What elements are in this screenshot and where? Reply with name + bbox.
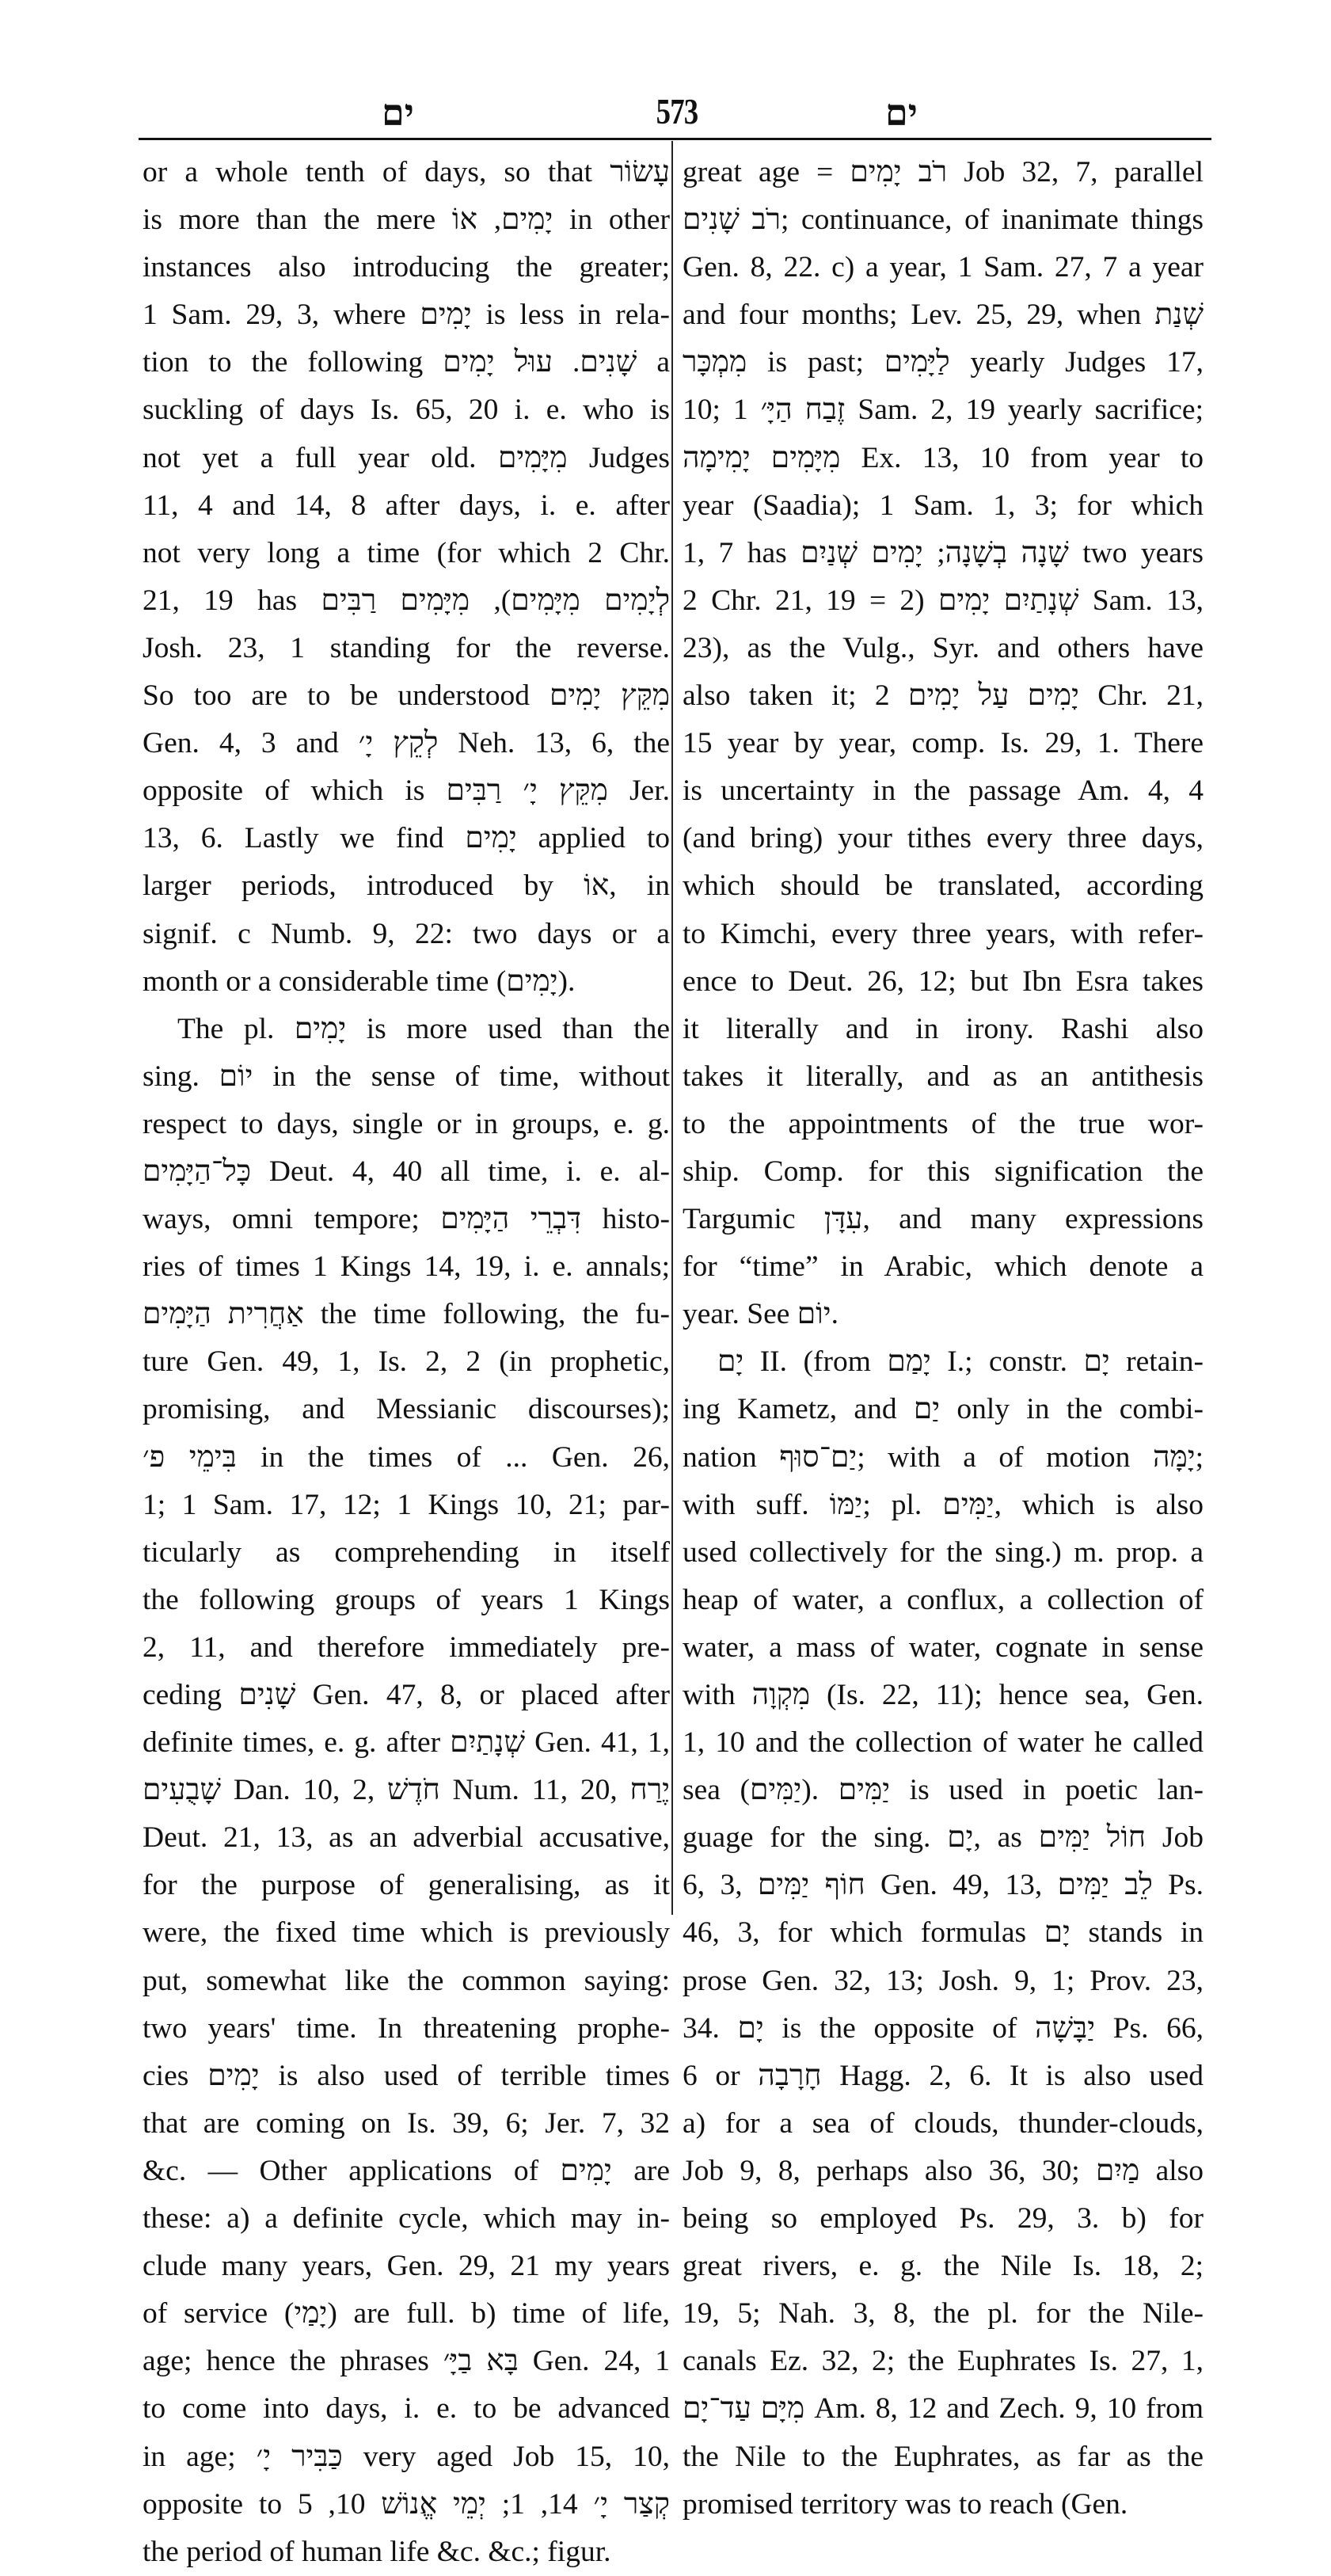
left-column [143, 149, 670, 2576]
text-line: מִמְכָּר is past; לַיָּמִים yearly Judges 17, [683, 346, 1204, 379]
text-line: אַחֲרִית הַיָּמִים the time following, the fu- [143, 1298, 670, 1331]
text-line: רֹב שָׁנִים; continuance, of inanimate things [683, 204, 1204, 237]
text-line: takes it literally, and as an antithesis [683, 1060, 1204, 1093]
text-line: is uncertainty in the passage Am. 4, 4 [683, 774, 1204, 808]
text-line: Deut. 21, 13, as an adverbial accusative, [143, 1821, 670, 1855]
text-line: or a whole tenth of days, so that עָשׂוֹר [143, 156, 670, 188]
text-line: being so employed Ps. 29, 3. b) for [683, 2202, 1204, 2235]
text-line: promised territory was to reach (Gen. [683, 2487, 1128, 2521]
text-line: Job 9, 8, perhaps also 36, 30; מַיִם also [683, 2154, 1204, 2187]
text-line: 2, 11, and therefore immediately pre- [143, 1630, 670, 1664]
text-line: signif. c Numb. 9, 22: two days or a [143, 917, 670, 950]
text-line: The pl. יָמִים is more used than the [177, 1012, 670, 1045]
text-line: So too are to be understood מִקֵּץ יָמִים [143, 679, 670, 713]
text-line: year. See יוֹם. [683, 1298, 839, 1331]
text-line: 15 year by year, comp. Is. 29, 1. There [683, 727, 1204, 760]
text-line: ceding שָׁנִים Gen. 47, 8, or placed after [143, 1679, 670, 1711]
text-line: larger periods, introduced by אוֹ, in [143, 869, 670, 903]
text-line: ing Kametz, and יַם only in the combi- [683, 1393, 1204, 1426]
text-line: used collectively for the sing.) m. prop. a [683, 1535, 1204, 1569]
text-line: were, the fixed time which is previously [143, 1916, 670, 1950]
text-line: in age; כַּבִּיר יָ׳ very aged Job 15, 10, [143, 2440, 670, 2473]
text-line: 2 Chr. 21, 19 = שְׁנָתַיִם יָמִים (2 Sam. 13, [683, 584, 1204, 617]
text-line: clude many years, Gen. 29, 21 my years [143, 2250, 670, 2283]
text-line: שָׁבֻעִים Dan. 10, 2, חֹדֶשׁ Num. 11, 20, יֶרַח [143, 1774, 670, 1807]
text-line: 19, 5; Nah. 3, 8, the pl. for the Nile- [683, 2297, 1204, 2331]
text-line: ries of times 1 Kings 14, 19, i. e. annals; [143, 1250, 670, 1284]
text-line: heap of water, a conflux, a collection of [683, 1583, 1204, 1616]
text-line: these: a) a definite cycle, which may in- [143, 2202, 670, 2235]
text-line: 10; זֶבַח הַיָּ׳ 1 Sam. 2, 19 yearly sacrifice; [683, 394, 1204, 427]
text-line: of service (יָמַי) are full. b) time of life, [143, 2297, 670, 2331]
text-line: sing. יוֹם in the sense of time, without [143, 1060, 671, 1093]
text-line: guage for the sing. יָם, as חוֹל יַמִּים Job [683, 1821, 1204, 1855]
text-line: instances also introducing the greater; [143, 251, 670, 284]
text-line: 11, 4 and 14, 8 after days, i. e. after [143, 489, 670, 522]
text-line: opposite to קְצַר יָ׳ 14, 1; יְמֵי אֱנוֹשׁ 10, 5 [143, 2487, 670, 2521]
text-line: that are coming on Is. 39, 6; Jer. 7, 32 [143, 2106, 670, 2140]
text-line: also taken it; יָמִים עַל יָמִים 2 Chr. 21, [683, 679, 1204, 713]
text-line: בִּימֵי פ׳ in the times of ... Gen. 26, [143, 1440, 670, 1474]
text-line: it literally and in irony. Rashi also [683, 1012, 1204, 1045]
text-line: tion to the following שָׁנִים. עוּל יָמִים a [143, 346, 670, 379]
text-line: Gen. 8, 22. c) a year, 1 Sam. 27, 7 a year [683, 251, 1204, 284]
text-line: (and bring) your tithes every three days, [683, 822, 1204, 855]
text-line: ence to Deut. 26, 12; but Ibn Esra takes [683, 965, 1204, 998]
text-line: for the purpose of generalising, as it [143, 1869, 670, 1902]
text-line: כָּל־הַיָּמִים Deut. 4, 40 all time, i. e. al- [143, 1155, 670, 1188]
text-line: prose Gen. 32, 13; Josh. 9, 1; Prov. 23, [683, 1964, 1204, 1997]
headword-right: ים [885, 93, 918, 133]
text-line: Josh. 23, 1 standing for the reverse. [143, 631, 670, 664]
text-line: 1, 7 has שָׁנָה בְשָׁנָה; יָמִים שְׁנַיִם two years [683, 536, 1204, 569]
text-line: a) for a sea of clouds, thunder-clouds, [683, 2106, 1204, 2140]
text-line: to come into days, i. e. to be advanced [143, 2392, 670, 2426]
text-line: with suff. יַמּוֹ; pl. יַמִּים, which is also [683, 1488, 1204, 1521]
running-header [0, 79, 1331, 143]
text-line: is more than the mere יָמִים, אוֹ in other [143, 204, 670, 237]
text-line: 46, 3, for which formulas יָם stands in [683, 1916, 1204, 1950]
text-line: the period of human life &c. &c.; figur. [143, 2535, 611, 2568]
right-column [683, 149, 1204, 2528]
text-line: definite times, e. g. after שְׁנָתַיִם Gen. 41, 1, [143, 1726, 670, 1760]
text-line: 1, 10 and the collection of water he called [683, 1726, 1204, 1760]
text-line: year (Saadia); 1 Sam. 1, 3; for which [683, 489, 1204, 522]
text-line: respect to days, single or in groups, e. g. [143, 1107, 670, 1140]
text-line: two years' time. In threatening prophe- [143, 2011, 670, 2045]
text-line: great rivers, e. g. the Nile Is. 18, 2; [683, 2250, 1204, 2283]
text-line: opposite of which is מִקֵּץ יָ׳ רַבִּים Jer. [143, 774, 670, 808]
text-line: 13, 6. Lastly we find יָמִים applied to [143, 822, 670, 855]
text-line: the Nile to the Euphrates, as far as the [683, 2440, 1204, 2473]
text-line: water, a mass of water, cognate in sense [683, 1630, 1204, 1664]
text-line: put, somewhat like the common saying: [143, 1964, 670, 1997]
text-line: with מִקְוָה (Is. 22, 11); hence sea, Gen. [683, 1679, 1204, 1711]
column-divider [671, 141, 673, 1915]
text-line: מִיָּם עַד־יָם Am. 8, 12 and Zech. 9, 10 from [683, 2392, 1204, 2426]
text-line: canals Ez. 32, 2; the Euphrates Is. 27, 1, [683, 2345, 1204, 2378]
text-line: the following groups of years 1 Kings [143, 1583, 670, 1616]
text-line: not very long a time (for which 2 Chr. [143, 536, 670, 569]
text-line: ways, omni tempore; דִּבְרֵי הַיָּמִים histo- [143, 1203, 670, 1236]
text-line: Targumic עִדָּן, and many expressions [683, 1203, 1204, 1236]
text-line: not yet a full year old. מִיָּמִים Judges [143, 441, 670, 474]
text-line: 1 Sam. 29, 3, where יָמִים is less in rela- [143, 299, 670, 332]
text-line: ture Gen. 49, 1, Is. 2, 2 (in prophetic, [143, 1345, 670, 1379]
text-line: &c. — Other applications of יָמִים are [143, 2154, 670, 2187]
text-line: 6, 3, חוֹף יַמִּים Gen. 49, 13, לֵב יַמִּים Ps. [683, 1869, 1204, 1902]
text-line: ship. Comp. for this signification the [683, 1155, 1204, 1188]
text-line: ticularly as comprehending in itself [143, 1535, 670, 1569]
text-line: for “time” in Arabic, which denote a [683, 1250, 1204, 1284]
text-line: cies יָמִים is also used of terrible times [143, 2059, 670, 2092]
text-line: מִיָּמִים יָמִימָה Ex. 13, 10 from year to [683, 441, 1204, 474]
text-line: Gen. 4, 3 and לְקֵץ יָ׳ Neh. 13, 6, the [143, 727, 670, 760]
text-line: to the appointments of the true wor- [683, 1107, 1204, 1140]
text-line: 1; 1 Sam. 17, 12; 1 Kings 10, 21; par- [143, 1488, 670, 1521]
text-line: and four months; Lev. 25, 29, when שְׁנַת [683, 299, 1204, 332]
text-line: which should be translated, according [683, 869, 1204, 903]
text-line: age; hence the phrases בָּא בַיָּ׳ Gen. 24, 1 [143, 2345, 670, 2378]
text-line: 21, 19 has לְיָמִים מִיָּמִים), מִיָּמִים רַבִּים [143, 584, 670, 617]
page-number: 573 [656, 91, 698, 131]
headword-left: ים [382, 93, 414, 133]
text-line: month or a considerable time (יָמִים). [143, 965, 576, 998]
text-line: sea (יַמִּים). יַמִּים is used in poetic lan- [683, 1774, 1204, 1807]
text-line: suckling of days Is. 65, 20 i. e. who is [143, 394, 670, 427]
text-line: promising, and Messianic discourses); [143, 1393, 670, 1426]
text-line: nation יַם־סוּף; with a of motion יָמָּה; [683, 1440, 1204, 1474]
text-line: 23), as the Vulg., Syr. and others have [683, 631, 1204, 664]
text-line: great age = רֹב יָמִים Job 32, 7, parallel [683, 156, 1204, 188]
text-line: 34. יָם is the opposite of יַבָּשָׁה Ps. 66, [683, 2011, 1204, 2045]
header-rule [139, 138, 1211, 140]
text-line: to Kimchi, every three years, with refer- [683, 917, 1204, 950]
text-line: יָם II. (from יָמַם I.; constr. יָם retain- [717, 1345, 1204, 1379]
text-line: 6 or חָרָבָה Hagg. 2, 6. It is also used [683, 2059, 1204, 2092]
